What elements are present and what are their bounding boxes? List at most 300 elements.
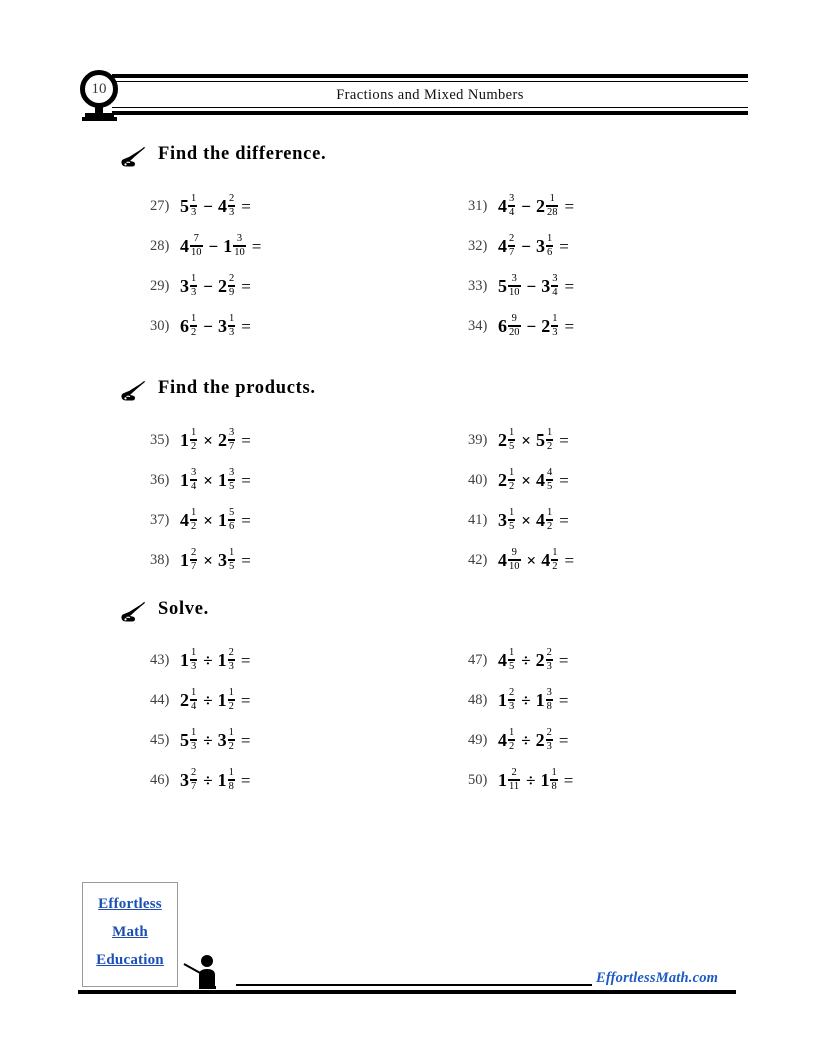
numerator: 2 xyxy=(191,767,197,778)
denominator: 2 xyxy=(552,561,558,573)
fraction xyxy=(546,687,553,712)
problem-49 xyxy=(468,728,568,762)
fraction xyxy=(508,467,515,492)
fraction xyxy=(508,647,515,672)
fraction xyxy=(190,313,197,338)
whole-number: 2 xyxy=(498,470,507,491)
operator: ÷ xyxy=(521,730,531,750)
effortless-math-logo-box[interactable] xyxy=(82,882,178,987)
operator: ÷ xyxy=(203,730,213,750)
fraction xyxy=(546,193,559,218)
numerator: 3 xyxy=(191,467,197,478)
problem-42 xyxy=(468,548,574,582)
denominator: 3 xyxy=(228,207,235,219)
numerator: 4 xyxy=(546,467,553,478)
problem-number: 27) xyxy=(150,198,170,215)
whole-number: 4 xyxy=(498,196,507,217)
equals-sign: = xyxy=(241,196,251,216)
whole-number: 4 xyxy=(180,236,189,257)
whole-number: 4 xyxy=(498,550,507,571)
denominator: 3 xyxy=(191,741,197,753)
whole-number: 4 xyxy=(217,196,227,217)
numerator: 1 xyxy=(191,647,197,658)
denominator: 5 xyxy=(546,481,553,493)
logo-line-2: Math xyxy=(112,924,148,940)
teacher-with-pointer-icon xyxy=(180,950,236,990)
problem-expression xyxy=(498,274,574,299)
numerator: 9 xyxy=(511,313,517,324)
problem-expression xyxy=(180,194,251,219)
fraction xyxy=(508,273,521,298)
footer-website-url[interactable]: EffortlessMath.com xyxy=(596,970,719,986)
numerator: 9 xyxy=(511,547,517,558)
denominator: 3 xyxy=(546,661,552,673)
equals-sign: = xyxy=(563,770,574,790)
whole-number: 1 xyxy=(217,510,227,531)
numerator: 1 xyxy=(546,233,553,244)
problem-expression xyxy=(498,428,569,453)
operator: × xyxy=(203,430,213,450)
page-number-badge xyxy=(78,70,126,124)
problem-expression xyxy=(180,234,261,259)
numerator: 1 xyxy=(191,427,197,438)
equals-sign: = xyxy=(564,316,575,336)
denominator: 7 xyxy=(191,561,197,573)
numerator: 1 xyxy=(552,313,558,324)
denominator: 10 xyxy=(191,247,202,259)
numerator: 1 xyxy=(191,507,197,518)
badge-foot xyxy=(82,117,117,121)
operator: × xyxy=(521,430,531,450)
fraction xyxy=(228,313,235,338)
operator: ÷ xyxy=(521,650,531,670)
fraction xyxy=(228,507,235,532)
fraction xyxy=(546,427,553,452)
equals-sign: = xyxy=(564,276,575,296)
numerator: 1 xyxy=(228,767,234,778)
numerator: 1 xyxy=(228,687,234,698)
numerator: 3 xyxy=(228,467,235,478)
problem-number: 44) xyxy=(150,692,170,709)
whole-number: 4 xyxy=(498,650,507,671)
denominator: 5 xyxy=(509,521,515,533)
equals-sign: = xyxy=(564,196,575,216)
fraction xyxy=(190,647,197,672)
fraction xyxy=(508,727,515,752)
numerator: 7 xyxy=(193,233,199,244)
fraction xyxy=(190,767,197,792)
denominator: 10 xyxy=(234,247,245,259)
problem-31 xyxy=(468,194,574,228)
numerator: 2 xyxy=(509,687,515,698)
problem-expression xyxy=(498,468,569,493)
problem-number: 41) xyxy=(468,512,488,529)
whole-number: 3 xyxy=(180,770,189,791)
whole-number: 5 xyxy=(180,730,189,751)
operator: × xyxy=(203,470,213,490)
denominator: 3 xyxy=(191,207,197,219)
denominator: 10 xyxy=(509,561,520,573)
section-label: Find the products. xyxy=(158,378,316,398)
denominator: 3 xyxy=(228,661,234,673)
numerator: 1 xyxy=(191,313,197,324)
equals-sign: = xyxy=(558,650,569,670)
problem-number: 48) xyxy=(468,692,488,709)
fraction xyxy=(508,313,521,338)
fraction xyxy=(508,687,515,712)
problem-50 xyxy=(468,768,573,802)
fraction xyxy=(508,547,521,572)
fraction xyxy=(546,233,553,258)
problem-41 xyxy=(468,508,569,542)
equals-sign: = xyxy=(241,276,251,296)
problem-number: 28) xyxy=(150,238,170,255)
problem-number: 34) xyxy=(468,318,488,335)
denominator: 4 xyxy=(191,481,197,493)
problem-30 xyxy=(150,314,251,348)
problem-35 xyxy=(150,428,251,462)
fraction xyxy=(228,427,235,452)
equals-sign: = xyxy=(240,770,251,790)
problem-number: 32) xyxy=(468,238,488,255)
equals-sign: = xyxy=(558,690,569,710)
numerator: 3 xyxy=(511,273,517,284)
whole-number: 1 xyxy=(498,690,507,711)
denominator: 4 xyxy=(552,287,558,299)
whole-number: 3 xyxy=(541,276,551,297)
problem-number: 29) xyxy=(150,278,170,295)
denominator: 5 xyxy=(228,561,235,573)
whole-number: 6 xyxy=(180,316,189,337)
equals-sign: = xyxy=(564,550,575,570)
numerator: 2 xyxy=(546,727,552,738)
page-number: 10 xyxy=(91,81,107,97)
numerator: 1 xyxy=(191,273,197,284)
problem-number: 46) xyxy=(150,772,170,789)
numerator: 1 xyxy=(546,507,553,518)
whole-number: 3 xyxy=(535,236,545,257)
fraction xyxy=(546,467,553,492)
fraction xyxy=(233,233,246,258)
whole-number: 3 xyxy=(498,510,507,531)
whole-number: 1 xyxy=(217,650,227,671)
equals-sign: = xyxy=(558,730,569,750)
problem-number: 30) xyxy=(150,318,170,335)
fraction xyxy=(190,233,203,258)
whole-number: 1 xyxy=(180,430,189,451)
denominator: 3 xyxy=(552,327,558,339)
problem-expression xyxy=(180,314,251,339)
numerator: 1 xyxy=(191,727,197,738)
fraction xyxy=(228,273,235,298)
numerator: 1 xyxy=(549,193,555,204)
operator: − xyxy=(203,276,213,296)
denominator: 7 xyxy=(191,781,197,793)
numerator: 3 xyxy=(552,273,558,284)
problem-expression xyxy=(180,428,251,453)
fraction xyxy=(190,507,197,532)
problem-number: 42) xyxy=(468,552,488,569)
problem-number: 37) xyxy=(150,512,170,529)
denominator: 2 xyxy=(509,481,515,493)
problem-number: 36) xyxy=(150,472,170,489)
numerator: 2 xyxy=(228,273,235,284)
whole-number: 4 xyxy=(535,470,545,491)
problem-27 xyxy=(150,194,251,228)
whole-number: 6 xyxy=(498,316,507,337)
problem-45 xyxy=(150,728,250,762)
whole-number: 1 xyxy=(540,770,550,791)
operator: − xyxy=(521,196,531,216)
problem-number: 43) xyxy=(150,652,170,669)
section-label: Solve. xyxy=(158,599,209,619)
whole-number: 2 xyxy=(498,430,507,451)
fraction xyxy=(228,193,235,218)
equals-sign: = xyxy=(240,730,251,750)
numerator: 1 xyxy=(228,313,235,324)
whole-number: 4 xyxy=(535,510,545,531)
header-rule-thick-bottom xyxy=(112,111,748,115)
whole-number: 1 xyxy=(217,770,227,791)
equals-sign: = xyxy=(240,650,251,670)
fraction xyxy=(190,727,197,752)
operator: − xyxy=(521,236,531,256)
problem-47 xyxy=(468,648,568,682)
equals-sign: = xyxy=(241,316,251,336)
fraction xyxy=(546,507,553,532)
fraction xyxy=(546,647,553,672)
fraction xyxy=(228,547,235,572)
fraction xyxy=(228,687,235,712)
equals-sign: = xyxy=(559,470,569,490)
numerator: 2 xyxy=(228,647,234,658)
fraction xyxy=(550,767,557,792)
fraction xyxy=(190,687,197,712)
whole-number: 3 xyxy=(180,276,189,297)
operator: − xyxy=(526,276,537,296)
problem-number: 49) xyxy=(468,732,488,749)
header-rule-thin-top xyxy=(112,81,748,82)
numerator: 3 xyxy=(236,233,243,244)
whole-number: 4 xyxy=(541,550,551,571)
equals-sign: = xyxy=(241,550,251,570)
whole-number: 1 xyxy=(498,770,507,791)
denominator: 20 xyxy=(509,327,520,339)
numerator: 1 xyxy=(191,687,197,698)
numerator: 5 xyxy=(228,507,235,518)
problem-expression xyxy=(498,688,568,713)
quill-pen-icon xyxy=(120,146,146,168)
operator: × xyxy=(521,470,531,490)
fraction xyxy=(190,273,197,298)
denominator: 3 xyxy=(546,741,552,753)
denominator: 4 xyxy=(191,701,197,713)
denominator: 6 xyxy=(546,247,553,259)
denominator: 3 xyxy=(191,661,197,673)
fraction xyxy=(228,467,235,492)
problem-39 xyxy=(468,428,569,462)
whole-number: 5 xyxy=(498,276,507,297)
whole-number: 2 xyxy=(541,316,551,337)
problem-32 xyxy=(468,234,569,268)
fraction xyxy=(228,647,235,672)
problem-expression xyxy=(498,314,574,339)
footer-rule-thin xyxy=(236,984,592,986)
numerator: 1 xyxy=(509,507,515,518)
operator: − xyxy=(208,236,219,256)
whole-number: 2 xyxy=(535,650,545,671)
denominator: 5 xyxy=(509,441,515,453)
denominator: 8 xyxy=(228,781,234,793)
problem-number: 35) xyxy=(150,432,170,449)
fraction xyxy=(228,767,235,792)
numerator: 1 xyxy=(546,427,553,438)
whole-number: 5 xyxy=(535,430,545,451)
denominator: 2 xyxy=(191,521,197,533)
fraction xyxy=(190,467,197,492)
denominator: 2 xyxy=(191,441,197,453)
whole-number: 2 xyxy=(535,196,545,217)
fraction xyxy=(551,273,558,298)
fraction xyxy=(508,507,515,532)
denominator: 7 xyxy=(509,247,515,259)
denominator: 2 xyxy=(228,741,234,753)
numerator: 3 xyxy=(546,687,552,698)
problem-expression xyxy=(498,508,569,533)
operator: × xyxy=(521,510,531,530)
fraction xyxy=(508,427,515,452)
numerator: 1 xyxy=(552,547,558,558)
whole-number: 5 xyxy=(180,196,189,217)
quill-pen-icon xyxy=(120,601,146,623)
problem-expression xyxy=(498,548,574,573)
equals-sign: = xyxy=(240,690,251,710)
numerator: 2 xyxy=(546,647,552,658)
equals-sign: = xyxy=(241,430,251,450)
whole-number: 1 xyxy=(535,690,545,711)
denominator: 6 xyxy=(228,521,235,533)
page-header xyxy=(78,74,748,118)
denominator: 7 xyxy=(228,441,235,453)
whole-number: 4 xyxy=(498,236,507,257)
numerator: 1 xyxy=(228,547,235,558)
whole-number: 1 xyxy=(180,650,189,671)
operator: × xyxy=(526,550,537,570)
problem-number: 31) xyxy=(468,198,488,215)
problem-36 xyxy=(150,468,251,502)
fraction xyxy=(190,547,197,572)
denominator: 5 xyxy=(509,661,515,673)
denominator: 10 xyxy=(509,287,520,299)
whole-number: 1 xyxy=(180,550,189,571)
numerator: 2 xyxy=(509,233,515,244)
equals-sign: = xyxy=(241,470,251,490)
fraction xyxy=(508,767,520,792)
logo-line-3: Education xyxy=(96,952,164,968)
problem-expression xyxy=(498,768,573,793)
logo-line-1: Effortless xyxy=(98,896,162,912)
problem-number: 47) xyxy=(468,652,488,669)
denominator: 2 xyxy=(546,521,553,533)
problem-expression xyxy=(180,548,251,573)
equals-sign: = xyxy=(251,236,262,256)
denominator: 4 xyxy=(509,207,515,219)
denominator: 28 xyxy=(546,207,558,219)
equals-sign: = xyxy=(559,236,569,256)
problem-expression xyxy=(180,688,250,713)
equals-sign: = xyxy=(559,430,569,450)
operator: ÷ xyxy=(203,770,213,790)
numerator: 2 xyxy=(191,547,197,558)
footer-rule-thick xyxy=(78,990,736,994)
numerator: 2 xyxy=(228,193,235,204)
fraction xyxy=(508,193,515,218)
problem-33 xyxy=(468,274,574,308)
problem-number: 33) xyxy=(468,278,488,295)
problem-expression xyxy=(498,234,569,259)
denominator: 5 xyxy=(228,481,235,493)
numerator: 1 xyxy=(551,767,557,778)
fraction xyxy=(546,727,553,752)
operator: × xyxy=(203,510,213,530)
numerator: 1 xyxy=(509,647,515,658)
header-rule-thick-top xyxy=(112,74,748,78)
whole-number: 1 xyxy=(217,470,227,491)
header-rule-thin-bottom xyxy=(112,107,748,108)
whole-number: 4 xyxy=(498,730,507,751)
equals-sign: = xyxy=(241,510,251,530)
problem-44 xyxy=(150,688,250,722)
problem-expression xyxy=(498,194,574,219)
problem-number: 40) xyxy=(468,472,488,489)
numerator: 1 xyxy=(191,193,197,204)
denominator: 3 xyxy=(228,327,235,339)
denominator: 8 xyxy=(546,701,552,713)
whole-number: 4 xyxy=(180,510,189,531)
problem-28 xyxy=(150,234,261,268)
whole-number: 1 xyxy=(217,690,227,711)
problem-expression xyxy=(180,768,250,793)
denominator: 2 xyxy=(546,441,553,453)
operator: ÷ xyxy=(526,770,536,790)
denominator: 2 xyxy=(228,701,234,713)
fraction xyxy=(508,233,515,258)
problem-37 xyxy=(150,508,251,542)
problem-43 xyxy=(150,648,250,682)
whole-number: 1 xyxy=(223,236,233,257)
problem-34 xyxy=(468,314,574,348)
operator: ÷ xyxy=(203,650,213,670)
problem-40 xyxy=(468,468,569,502)
problem-expression xyxy=(498,648,568,673)
problem-expression xyxy=(180,274,251,299)
denominator: 3 xyxy=(191,287,197,299)
whole-number: 3 xyxy=(217,316,227,337)
problem-38 xyxy=(150,548,251,582)
whole-number: 2 xyxy=(535,730,545,751)
denominator: 8 xyxy=(551,781,557,793)
denominator: 2 xyxy=(191,327,197,339)
quill-pen-icon xyxy=(120,380,146,402)
operator: ÷ xyxy=(521,690,531,710)
fraction xyxy=(551,313,558,338)
problem-expression xyxy=(498,728,568,753)
problem-46 xyxy=(150,768,250,802)
denominator: 9 xyxy=(228,287,235,299)
page-title: Fractions and Mixed Numbers xyxy=(336,87,524,103)
operator: × xyxy=(203,550,213,570)
problem-48 xyxy=(468,688,568,722)
